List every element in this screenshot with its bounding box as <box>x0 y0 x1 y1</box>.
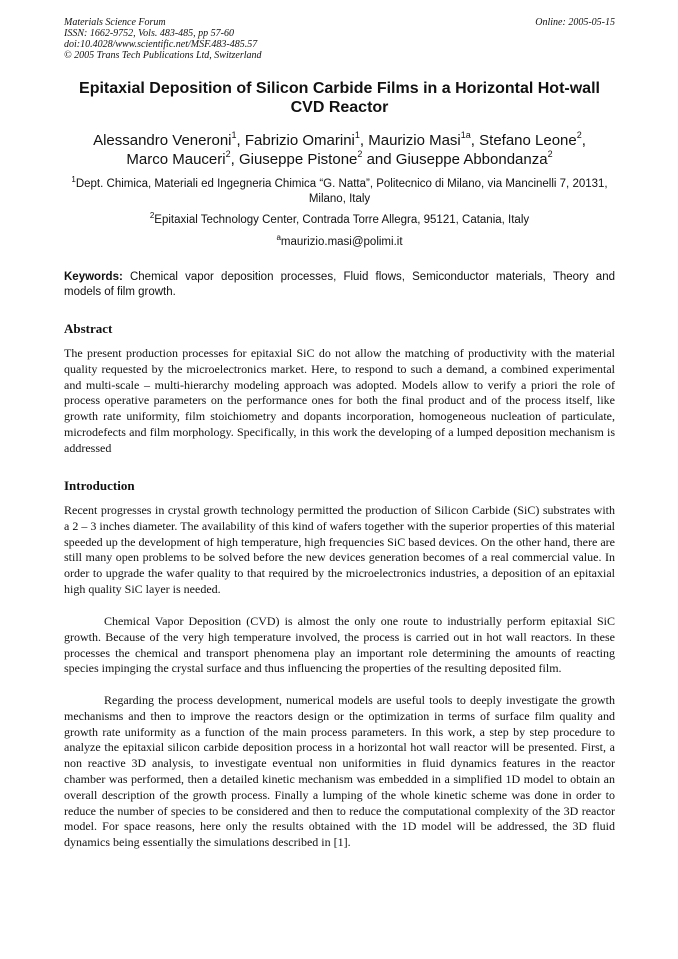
doi-line: doi:10.4028/www.scientific.net/MSF.483-485.57 <box>64 39 258 50</box>
author-name: Alessandro Veneroni <box>93 132 232 149</box>
paper-title: Epitaxial Deposition of Silicon Carbide Films in a Horizontal Hot-wall CVD Reactor <box>79 80 600 116</box>
author-affiliation-mark: 1 <box>354 130 360 140</box>
author-affiliation-mark: 2 <box>576 130 582 140</box>
affiliation-text: Dept. Chimica, Materiali ed Ingegneria Chimica “G. Natta”, Politecnico di Milano, via Mancinelli 7, 20131, Milano, Italy <box>75 178 608 205</box>
author-name: Marco Mauceri <box>126 151 226 168</box>
author-name: Stefano Leone <box>479 132 577 149</box>
introduction-heading: Introduction <box>64 478 135 493</box>
publication-header <box>64 17 615 61</box>
author-affiliation-mark: 1 <box>231 130 237 140</box>
author-name: Giuseppe Abbondanza <box>395 151 548 168</box>
keywords-label: Keywords: <box>64 271 123 283</box>
author-name: Fabrizio Omarini <box>244 132 355 149</box>
abstract-heading: Abstract <box>64 321 113 336</box>
abstract-text: The present production processes for epitaxial SiC do not allow the matching of productivity with the material quality requested by the microelectronics market. Here, to respond to such a demand, a combined experimental and multi-scale – multi-hierarchy modeling approach was adopted. Models allow to verify a priori the role of process operative parameters on the performance ones for both the final product and of the process itself, like growth rate uniformity, film stoichiometry and dopants incorporation, homogeneous nucleation of particulate, microdefects and film morphology. Specifically, in this work the developing of a lumped deposition mechanism is addressed <box>64 346 615 455</box>
email-text: maurizio.masi@polimi.it <box>280 236 403 248</box>
introduction-paragraph-1: Recent progresses in crystal growth technology permitted the production of Silicon Carbide (SiC) substrates with a 2 – 3 inches diameter. The availability of this kind of wafers together with the superior properties of this material speeded up the development of high temperature, high frequencies SiC based devices. On the other hand, there are still many open problems to be solved before the new devices generation becomes of a real commercial value. In order to upgrade the wafer quality to that required by the microelectronics industries, a deposition of an epitaxial high quality SiC layer is needed. <box>64 503 615 596</box>
author-affiliation-mark: 2 <box>225 149 231 159</box>
introduction-paragraph-2: Chemical Vapor Deposition (CVD) is almost the only one route to industrially perform epitaxial SiC growth. Because of the very high temperature involved, the process is carried out in hot wall reactors. In these processes the chemical and transport phenomena play an important role determining the amounts of reacting species impinging the crystal surface and thus influencing the properties of the resulting deposited film. <box>64 614 615 676</box>
author-affiliation-mark: 2 <box>547 149 553 159</box>
author-name: Maurizio Masi <box>368 132 461 149</box>
journal-name: Materials Science Forum <box>64 17 166 28</box>
corresponding-email <box>64 235 615 250</box>
issn-line: ISSN: 1662-9752, Vols. 483-485, pp 57-60 <box>64 28 234 39</box>
author-conjunction: and <box>366 151 392 168</box>
author-name: Giuseppe Pistone <box>238 151 358 168</box>
affiliation-1 <box>64 177 615 207</box>
online-date: Online: 2005-05-15 <box>535 17 615 28</box>
copyright-line: © 2005 Trans Tech Publications Ltd, Switzerland <box>64 50 262 61</box>
affiliation-text: Epitaxial Technology Center, Contrada Torre Allegra, 95121, Catania, Italy <box>154 214 530 226</box>
keywords <box>64 270 615 300</box>
author-affiliation-mark: 2 <box>357 149 363 159</box>
author-list: Alessandro Veneroni$^1$, Fabrizio Omarini$^1$, Maurizio Masi$^{1a}$, Stefano Leone$^2$, Marco Mauceri$^2$, Giuseppe Pistone$^2$ and Giuseppe Abbondanza$^2$ <box>93 130 586 168</box>
affiliation-mark: 2 <box>149 211 155 221</box>
author-affiliation-mark: 1a <box>460 130 471 140</box>
keywords-text: Chemical vapor deposition processes, Fluid flows, Semiconductor materials, Theory and models of film growth. <box>64 271 615 298</box>
email-mark: a <box>276 233 281 243</box>
introduction-paragraph-3: Regarding the process development, numerical models are useful tools to deeply investigate the growth mechanisms and then to improve the reactors design or the optimization in terms of surface film quality and growth rate uniformity as a function of the main process parameters. In this work, a step by step procedure to analyze the epitaxial silicon carbide deposition process in a horizontal hot wall reactor will be presented. First, a non reactive 3D analysis, to investigate eventual non uniformities in fluid dynamics features in the reactor chamber was performed, then a detailed kinetic mechanism was embedded in a simplified 1D model to obtain an overall description of the growth process. Finally a lumping of the whole kinetic scheme was done in order to reduce the number of species to be considered and then to reduce the computational complexity of the 3D reactor model. For space reasons, here only the results obtained with the 1D model will be addressed, the 3D fluid dynamics being essentially the simulations described in [1]. <box>64 693 615 850</box>
affiliation-mark: 1 <box>71 175 76 185</box>
affiliation-2 <box>64 213 615 228</box>
